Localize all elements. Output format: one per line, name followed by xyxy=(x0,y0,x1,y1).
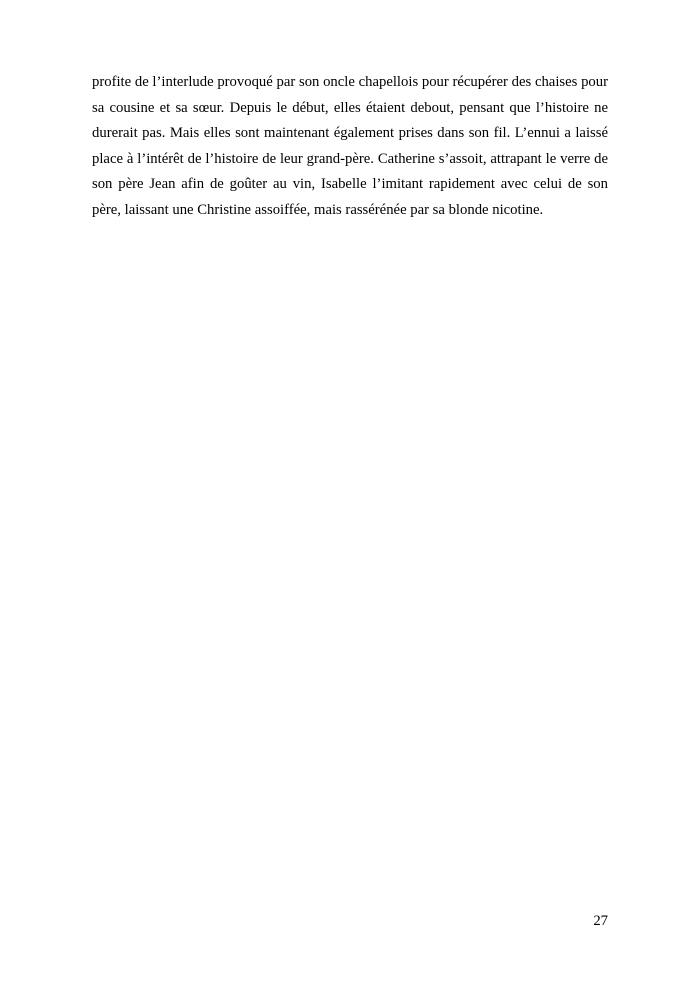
body-paragraph: profite de l’interlude provoqué par son oncle chapellois pour récupérer des chaises pour sa cousine et sa sœur. Depuis le début, elles étaient debout, pensant que l’histoire ne durerait pas. Mais elles sont maintenant également prises dans son fil. L’ennui a laissé place à l’intérêt de l’histoire de leur grand-père. Catherine s’assoit, attrapant le verre de son père Jean afin de goûter au vin, Isabelle l’imitant rapidement avec celui de son père, laissant une Christine assoiffée, mais rassérénée par sa blonde nicotine. xyxy=(92,74,612,218)
page-number: 27 xyxy=(593,913,608,929)
page-text-block xyxy=(92,70,612,224)
